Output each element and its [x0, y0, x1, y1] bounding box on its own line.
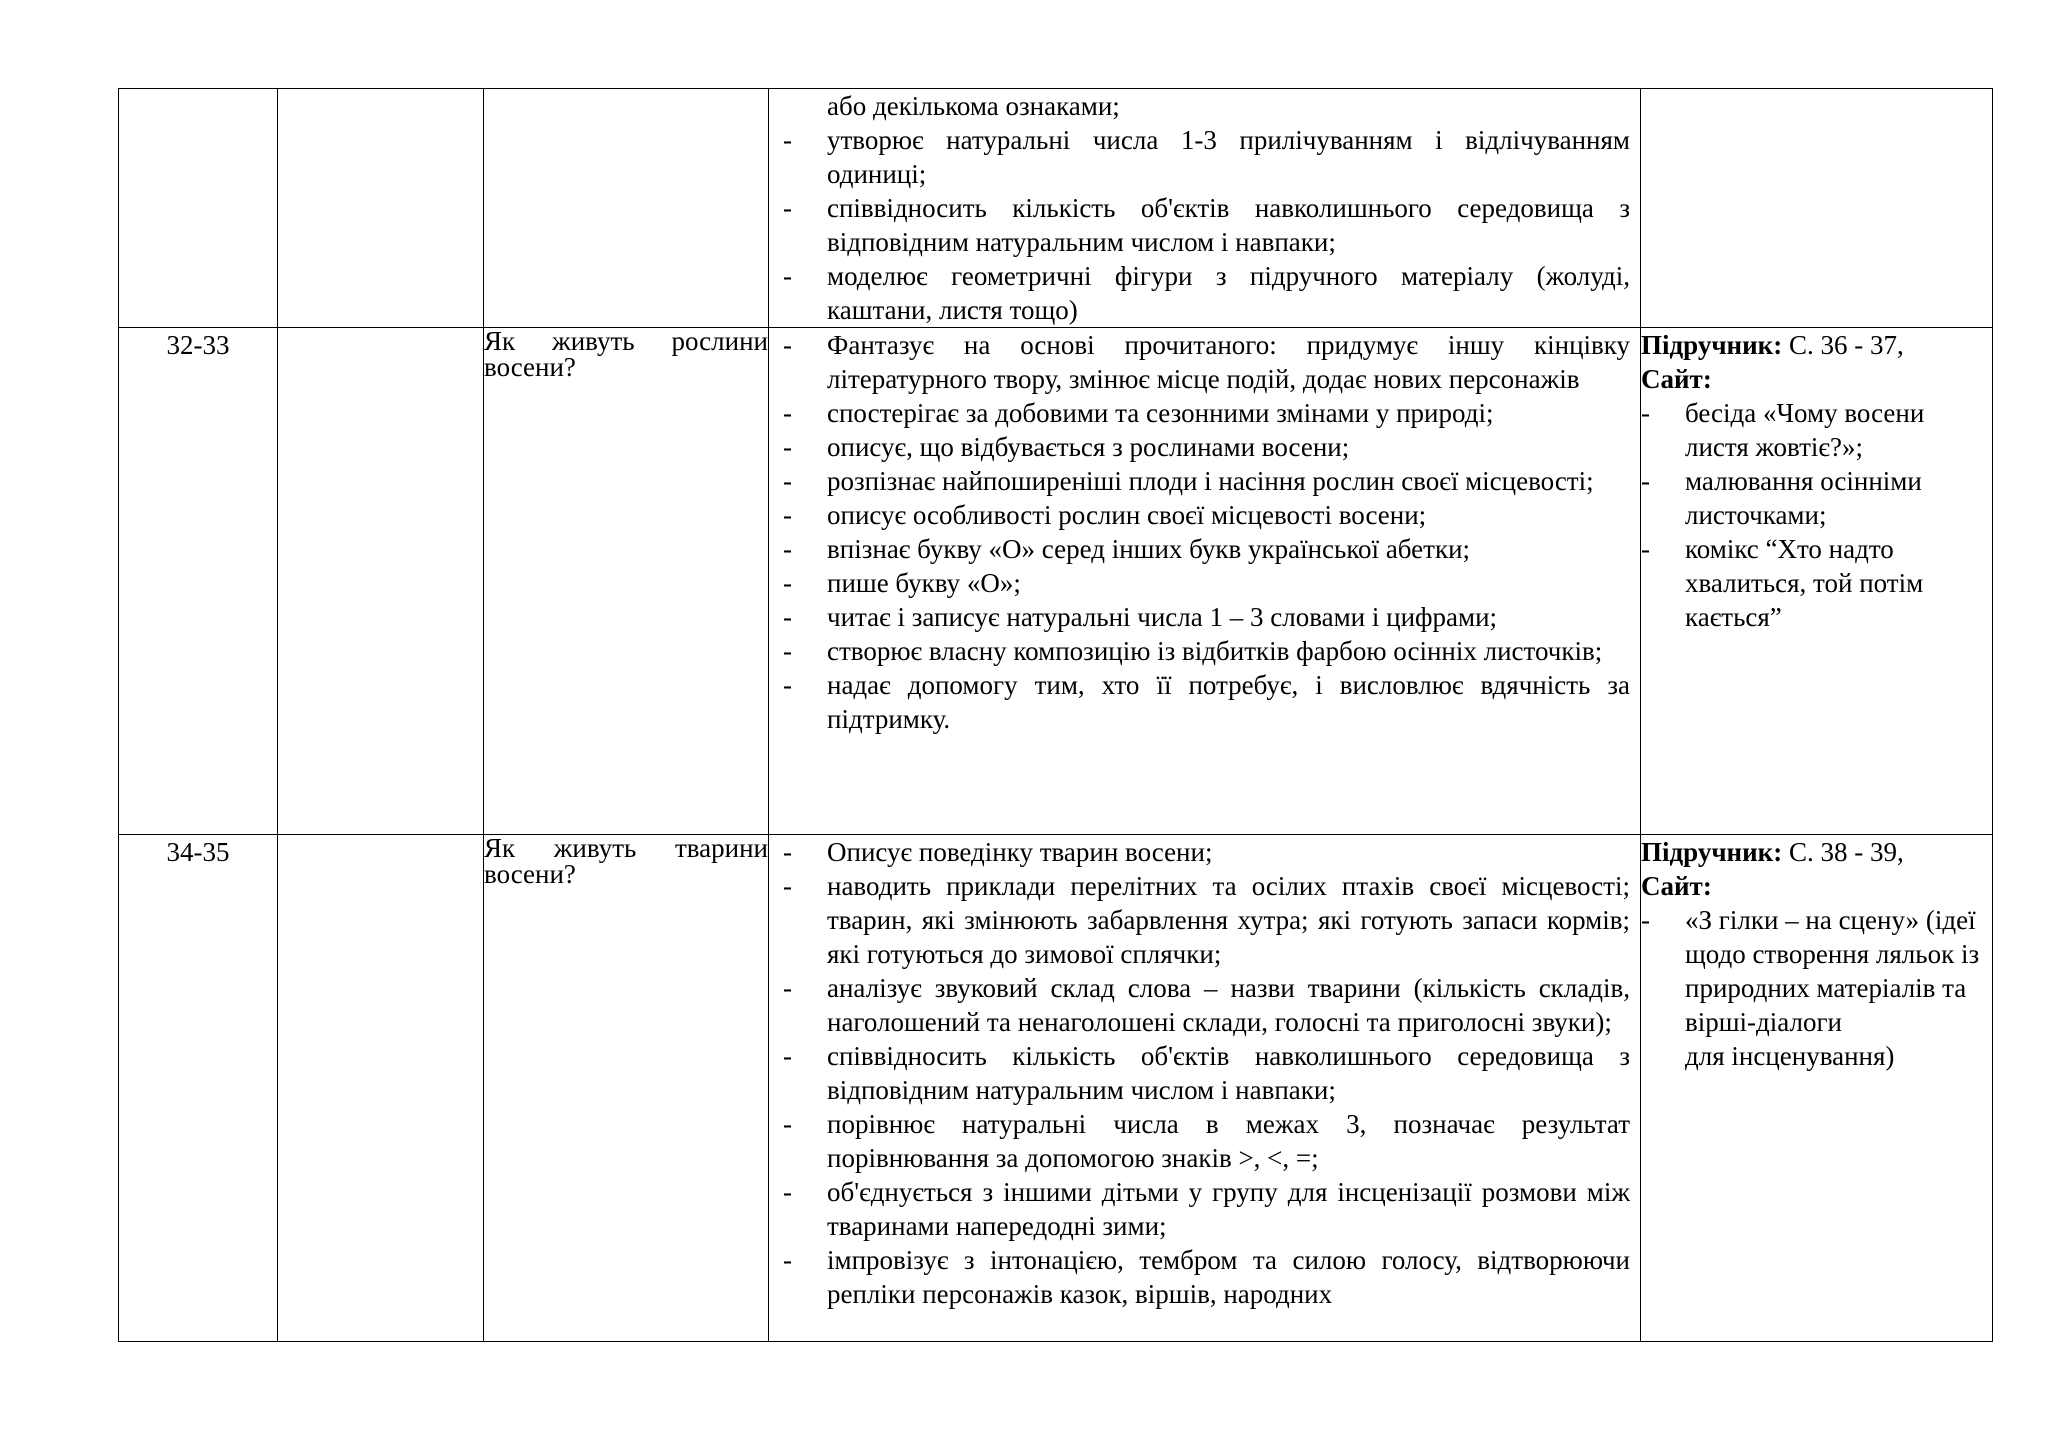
list-item: - спостерігає за добовими та сезонними змінами у природі; — [783, 398, 1494, 428]
list-item: - утворює натуральні числа 1-3 прилічуванням і відлічуванням одиниці; — [783, 125, 1630, 189]
list-item: - бесіда «Чому восени листя жовтіє?»; — [1641, 398, 1925, 462]
bullet-dash: - — [783, 466, 792, 496]
bullet-dash: - — [783, 1041, 792, 1071]
outcomes-list — [769, 123, 1640, 327]
list-item: - Фантазує на основі прочитаного: придумує іншу кінцівку літературного твору, змінює місце подій, додає нових персонажів — [783, 330, 1630, 394]
textbook-reference: Підручник: С. 36 - 37, — [1641, 330, 1904, 360]
bullet-dash: - — [783, 330, 792, 360]
bullet-dash: - — [783, 871, 792, 901]
outcomes-list — [769, 328, 1640, 736]
list-item: - аналізує звуковий склад слова – назви тварини (кількість складів, наголошений та ненаголошені склади, голосні та приголосні звуки); — [783, 973, 1630, 1037]
list-item: - читає і записує натуральні числа 1 – 3 словами і цифрами; — [783, 602, 1498, 632]
table-row — [119, 835, 1993, 1342]
continuation-text: або декількома ознаками; — [827, 91, 1120, 121]
list-item: - описує особливості рослин своєї місцевості восени; — [783, 500, 1427, 530]
outcomes-list — [769, 835, 1640, 1311]
bullet-dash: - — [783, 568, 792, 598]
resources-list — [1641, 396, 1992, 634]
lesson-number-cell: 34-35 — [119, 835, 278, 1342]
date-cell — [278, 328, 484, 835]
bullet-dash: - — [783, 1245, 792, 1275]
bullet-dash: - — [1641, 534, 1650, 564]
bullet-dash: - — [783, 500, 792, 530]
list-item: - імпровізує з інтонацією, тембром та силою голосу, відтворюючи репліки персонажів казок, віршів, народних — [783, 1245, 1630, 1309]
bullet-dash: - — [1641, 398, 1650, 428]
list-item: - Описує поведінку тварин восени; — [783, 837, 1213, 867]
lesson-plan-table — [118, 88, 1993, 1342]
bullet-dash: - — [1641, 905, 1650, 935]
resources-cell — [1641, 328, 1993, 835]
resources-list — [1641, 903, 1992, 1039]
bullet-dash: - — [1641, 466, 1650, 496]
bullet-dash: - — [783, 636, 792, 666]
bullet-dash: - — [783, 261, 792, 291]
topic-cell: Як живуть рослини восени? — [484, 328, 769, 835]
list-item: - об'єднується з іншими дітьми у групу для інсценізації розмови між тваринами напередодні зими; — [783, 1177, 1630, 1241]
table-row — [119, 328, 1993, 835]
list-item: - порівнює натуральні числа в межах 3, позначає результат порівнювання за допомогою знаків >, <, =; — [783, 1109, 1630, 1173]
bullet-dash: - — [783, 602, 792, 632]
list-item: - наводить приклади перелітних та осілих птахів своєї місцевості; тварин, які змінюють забарвлення хутра; які готують запаси кормів; які готуються до зимової сплячки; — [783, 871, 1630, 969]
bullet-dash: - — [783, 534, 792, 564]
list-item: - впізнає букву «О» серед інших букв української абетки; — [783, 534, 1471, 564]
site-label: Сайт: — [1641, 364, 1712, 394]
list-item: - моделює геометричні фігури з підручного матеріалу (жолуді, каштани, листя тощо) — [783, 261, 1630, 325]
topic-cell: Як живуть тварини восени? — [484, 835, 769, 1342]
table-row — [119, 89, 1993, 328]
list-item: - комікс “Хто надто хвалиться, той потім кається” — [1641, 534, 1924, 632]
bullet-dash: - — [783, 432, 792, 462]
bullet-dash: - — [783, 973, 792, 1003]
lesson-number-cell: 32-33 — [119, 328, 278, 835]
bullet-dash: - — [783, 670, 792, 700]
bullet-dash: - — [783, 1109, 792, 1139]
bullet-dash: - — [783, 125, 792, 155]
list-item: - надає допомогу тим, хто її потребує, і висловлює вдячність за підтримку. — [783, 670, 1630, 734]
list-item: - описує, що відбувається з рослинами восени; — [783, 432, 1350, 462]
outcomes-cell — [769, 328, 1641, 835]
lesson-number-cell — [119, 89, 278, 328]
bullet-dash: - — [783, 1177, 792, 1207]
list-item: - «З гілки – на сцену» (ідеї щодо створення ляльок із природних матеріалів та вірші-діалоги — [1641, 905, 1980, 1037]
list-item: - пише букву «О»; — [783, 568, 1021, 598]
list-item: - співвідносить кількість об'єктів навколишнього середовища з відповідним натуральним числом і навпаки; — [783, 1041, 1630, 1105]
list-item: - розпізнає найпоширеніші плоди і насіння рослин своєї місцевості; — [783, 466, 1594, 496]
site-label: Сайт: — [1641, 871, 1712, 901]
resource-tail-text: для інсценування) — [1685, 1041, 1895, 1071]
list-item: - малювання осінніми листочками; — [1641, 466, 1922, 530]
date-cell — [278, 835, 484, 1342]
bullet-dash: - — [783, 837, 792, 867]
date-cell — [278, 89, 484, 328]
outcomes-cell — [769, 89, 1641, 328]
resources-cell — [1641, 89, 1993, 328]
topic-cell — [484, 89, 769, 328]
list-item: - створює власну композицію із відбитків фарбою осінніх листочків; — [783, 636, 1603, 666]
resources-cell — [1641, 835, 1993, 1342]
outcomes-cell — [769, 835, 1641, 1342]
list-item: - співвідносить кількість об'єктів навколишнього середовища з відповідним натуральним числом і навпаки; — [783, 193, 1630, 257]
bullet-dash: - — [783, 193, 792, 223]
bullet-dash: - — [783, 398, 792, 428]
textbook-reference: Підручник: С. 38 - 39, — [1641, 837, 1904, 867]
